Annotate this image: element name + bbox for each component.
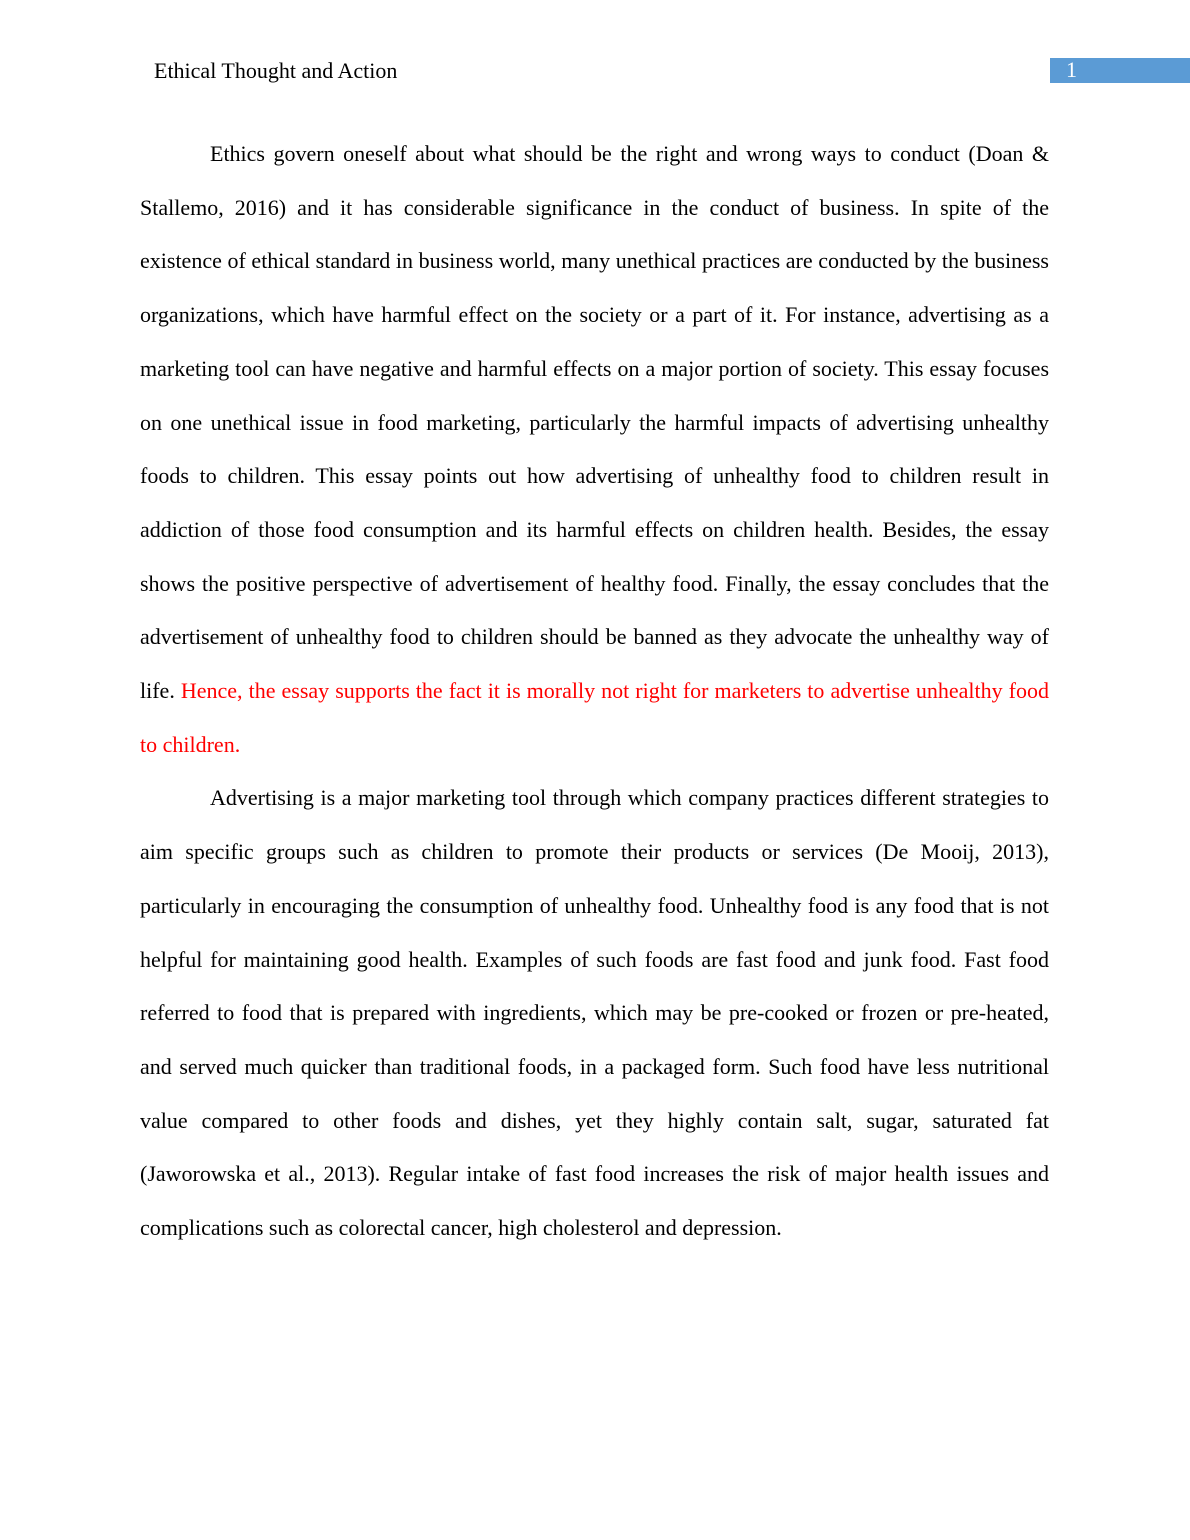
paragraph-introduction — [140, 127, 1049, 771]
running-head-title: Ethical Thought and Action — [154, 58, 398, 83]
page-number: 1 — [1066, 57, 1077, 82]
paragraph-advertising — [140, 771, 1049, 1254]
essay-body — [140, 127, 1049, 1255]
paragraph-advertising-text: Advertising is a major marketing tool through which company practices different strategies to aim specific groups such as children to promote their products or services (De Mooij, 2013), particularly in encouraging the consumption of unhealthy food. Unhealthy food is any food that is not helpful for maintaining good health. Examples of such foods are fast food and junk food. Fast food referred to food that is prepared with ingredients, which may be pre-cooked or frozen or pre-heated, and served much quicker than traditional foods, in a packaged form. Such food have less nutritional value compared to other foods and dishes, yet they highly contain salt, sugar, saturated fat (Jaworowska et al., 2013). Regular intake of fast food increases the risk of major health issues and complications such as colorectal cancer, high cholesterol and depression. — [140, 785, 1049, 1241]
thesis-statement-highlight: Hence, the essay supports the fact it is morally not right for marketers to advertise unhealthy food to children. — [140, 678, 1050, 757]
page-number-bar — [1050, 58, 1190, 83]
paragraph-introduction-text: Ethics govern oneself about what should be the right and wrong ways to conduct (Doan & Stallemo, 2016) and it has considerable significance in the conduct of business. In spite of the existence of ethical standard in business world, many unethical practices are conducted by the business organizations, which have harmful effect on the society or a part of it. For instance, advertising as a marketing tool can have negative and harmful effects on a major portion of society. This essay focuses on one unethical issue in food marketing, particularly the harmful impacts of advertising unhealthy foods to children. This essay points out how advertising of unhealthy food to children result in addiction of those food consumption and its harmful effects on children health. Besides, the essay shows the positive perspective of advertisement of healthy food. Finally, the essay concludes that the advertisement of unhealthy food to children should be banned as they advocate the unhealthy way of life. — [140, 141, 1049, 704]
